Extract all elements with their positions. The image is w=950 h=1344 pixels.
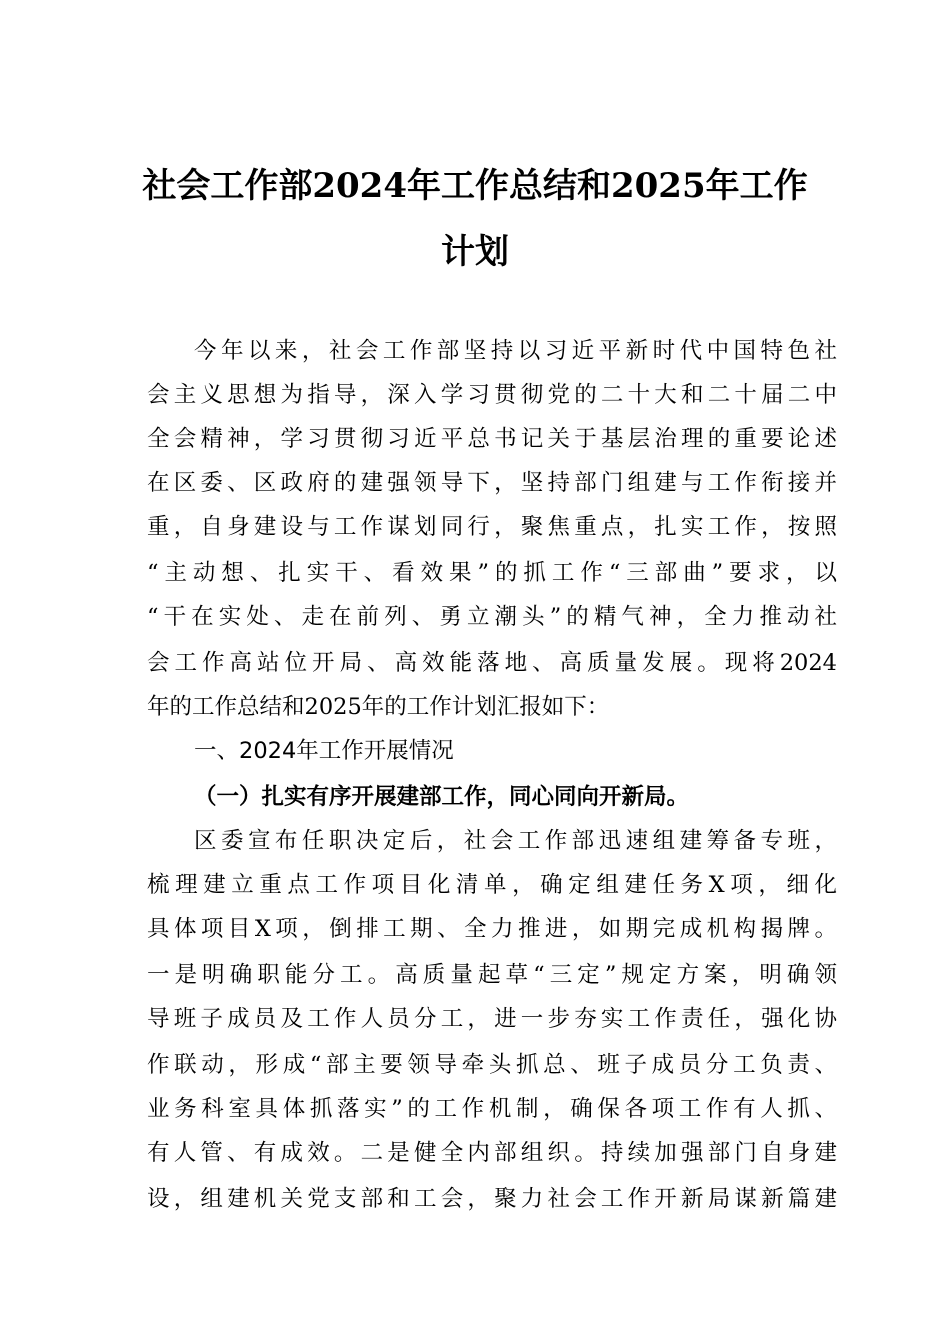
- paragraph-line: “干在实处、走在前列、勇立潮头”的精气神，全力推动社: [147, 604, 837, 630]
- paragraph-line: 全会精神，学习贯彻习近平总书记关于基层治理的重要论述: [147, 426, 837, 452]
- paragraph-line: “主动想、扎实干、看效果”的抓工作“三部曲”要求，以: [147, 560, 837, 586]
- paragraph-line: 在区委、区政府的建强领导下，坚持部门组建与工作衔接并: [147, 470, 837, 496]
- subsection-heading: （一）扎实有序开展建部工作，同心同向开新局。: [194, 784, 690, 810]
- paragraph-line: 梳理建立重点工作项目化清单，确定组建任务X项，细化: [147, 872, 837, 898]
- paragraph-line: 业务科室具体抓落实”的工作机制，确保各项工作有人抓、: [147, 1096, 837, 1122]
- section-heading: 一、2024年工作开展情况: [194, 738, 454, 764]
- paragraph-line: 重，自身建设与工作谋划同行，聚焦重点，扎实工作，按照: [147, 514, 837, 540]
- paragraph-line: 作联动，形成“部主要领导牵头抓总、班子成员分工负责、: [147, 1052, 837, 1078]
- paragraph-line: 区委宣布任职决定后，社会工作部迅速组建筹备专班，: [194, 828, 837, 854]
- document-title-line-1: 社会工作部2024年工作总结和2025年工作: [142, 166, 808, 206]
- document-title-line-2: 计划: [441, 232, 509, 272]
- paragraph-line: 今年以来，社会工作部坚持以习近平新时代中国特色社: [194, 338, 837, 364]
- paragraph-line: 会工作高站位开局、高效能落地、高质量发展。现将2024: [147, 650, 837, 676]
- paragraph-line: 导班子成员及工作人员分工，进一步夯实工作责任，强化协: [147, 1006, 837, 1032]
- paragraph-line: 会主义思想为指导，深入学习贯彻党的二十大和二十届二中: [147, 382, 837, 408]
- paragraph-line: 年的工作总结和2025年的工作计划汇报如下：: [147, 694, 610, 720]
- paragraph-line: 有人管、有成效。二是健全内部组织。持续加强部门自身建: [147, 1140, 837, 1166]
- paragraph-line: 具体项目X项，倒排工期、全力推进，如期完成机构揭牌。: [147, 916, 837, 942]
- paragraph-line: 设，组建机关党支部和工会，聚力社会工作开新局谋新篇建: [147, 1186, 837, 1212]
- paragraph-line: 一是明确职能分工。高质量起草“三定”规定方案，明确领: [147, 962, 837, 988]
